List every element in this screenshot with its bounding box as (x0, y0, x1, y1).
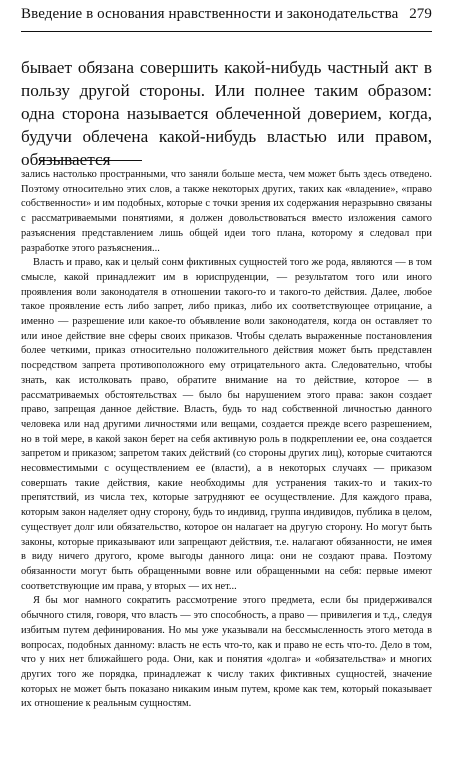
footnote-paragraph: зались настолько пространными, что заняли больше места, чем может быть здесь отведено. Поэтому относительно этих слов, а также некоторых других, таких как «владение», «право собственности» и им подобных, которые с точки зрения их содержания неразрывно связаны с рассматриваемыми понятиями, я должен довольствоваться вместо изложения самого разъяснения представлением лишь общей идеи того плана, которому я следовал при разработке этого разъяснения... (21, 169, 432, 254)
main-body-text: бывает обязана совершить какой-нибудь частный акт в пользу другой стороны. Или полнее таким образом: одна сторона называется облеченной доверием, когда, будучи облечена какой-нибудь властью или правом, обязывается (21, 58, 432, 169)
header-rule (21, 31, 432, 32)
running-head (21, 6, 432, 32)
footnote (21, 168, 432, 712)
footnote-paragraph: Я бы мог намного сократить рассмотрение этого предмета, если бы придерживался обычного стиля, говоря, что власть — это способность, а право — привилегия и т.д., следуя избитым путем дефинирования. Но мы уже указывали на бессмысленность этого метода в вопросах, подобных данному: власть не есть что-то, как и право не есть что-то. Дело в том, что у них нет ближайшего рода. Они, как и понятия «долга» и «обязательства» и многих других того же порядка, принадлежат к числу таких фиктивных сущностей, значение которых не может быть показано никаким иным путем, кроме как тем, который показывает их отношение к реальным сущностям. (21, 595, 432, 710)
footnote-paragraph: Власть и право, как и целый сонм фиктивных сущностей того же рода, являются — в том смысле, какой принадлежит им в юриспруденции, — результатом того или иного проявления воли законодателя в отношении такого-то и такого-то действия. Далее, любое такое проявление есть либо запрет, либо приказ, либо их соответствующее отрицание, а именно — разрешение или какое-то объявление воли законодателя, когда он оставляет то или иное действие вне сферы своих приказов. Чтобы сделать выраженные постановления более четкими, приказ относительно положительного действия может быть представлен посредством запрета противоположного ему отрицательного акта. Следовательно, чтобы знать, как истолковать право, обратите внимание на то действие, которое — в рассматриваемых обстоятельствах — было бы нарушением этого права: закон создает право, запрещая данное действие. Власть, будь то над собственной личностью данного человека или над другими личностями или вещами, создается прежде всего разрешением, но в той мере, в какой закон берет на себя активную роль в подкреплении ее, она создается запретом и приказом; запретом таких действий (со стороны других лиц), которые считаются несовместимыми с осуществлением ее (власти), а в некоторых случаях — приказом совершать такие действия, какие необходимы для устранения таких-то и таких-то препятствий, из числа тех, которые затрудняют ее осуществление. Для каждого права, которым закон наделяет одну сторону, будь то индивид, группа индивидов, публика в целом, существует долг или обязательство, которое он налагает на другую сторону. Но могут быть законы, которые приказывают или запрещают действия, т.е. налагают обязанности, не имея в виду ничего другого, кроме выгоды данного лица: они не создают права. Поэтому обязанности могут быть обращенными вовне или обращенными на себя: первые имеют соответствующие им права, у вторых — их нет... (21, 257, 432, 592)
page-number: 279 (409, 6, 432, 22)
footnote-rule (39, 160, 142, 161)
running-head-title: Введение в основания нравственности и законодательства (21, 6, 399, 22)
